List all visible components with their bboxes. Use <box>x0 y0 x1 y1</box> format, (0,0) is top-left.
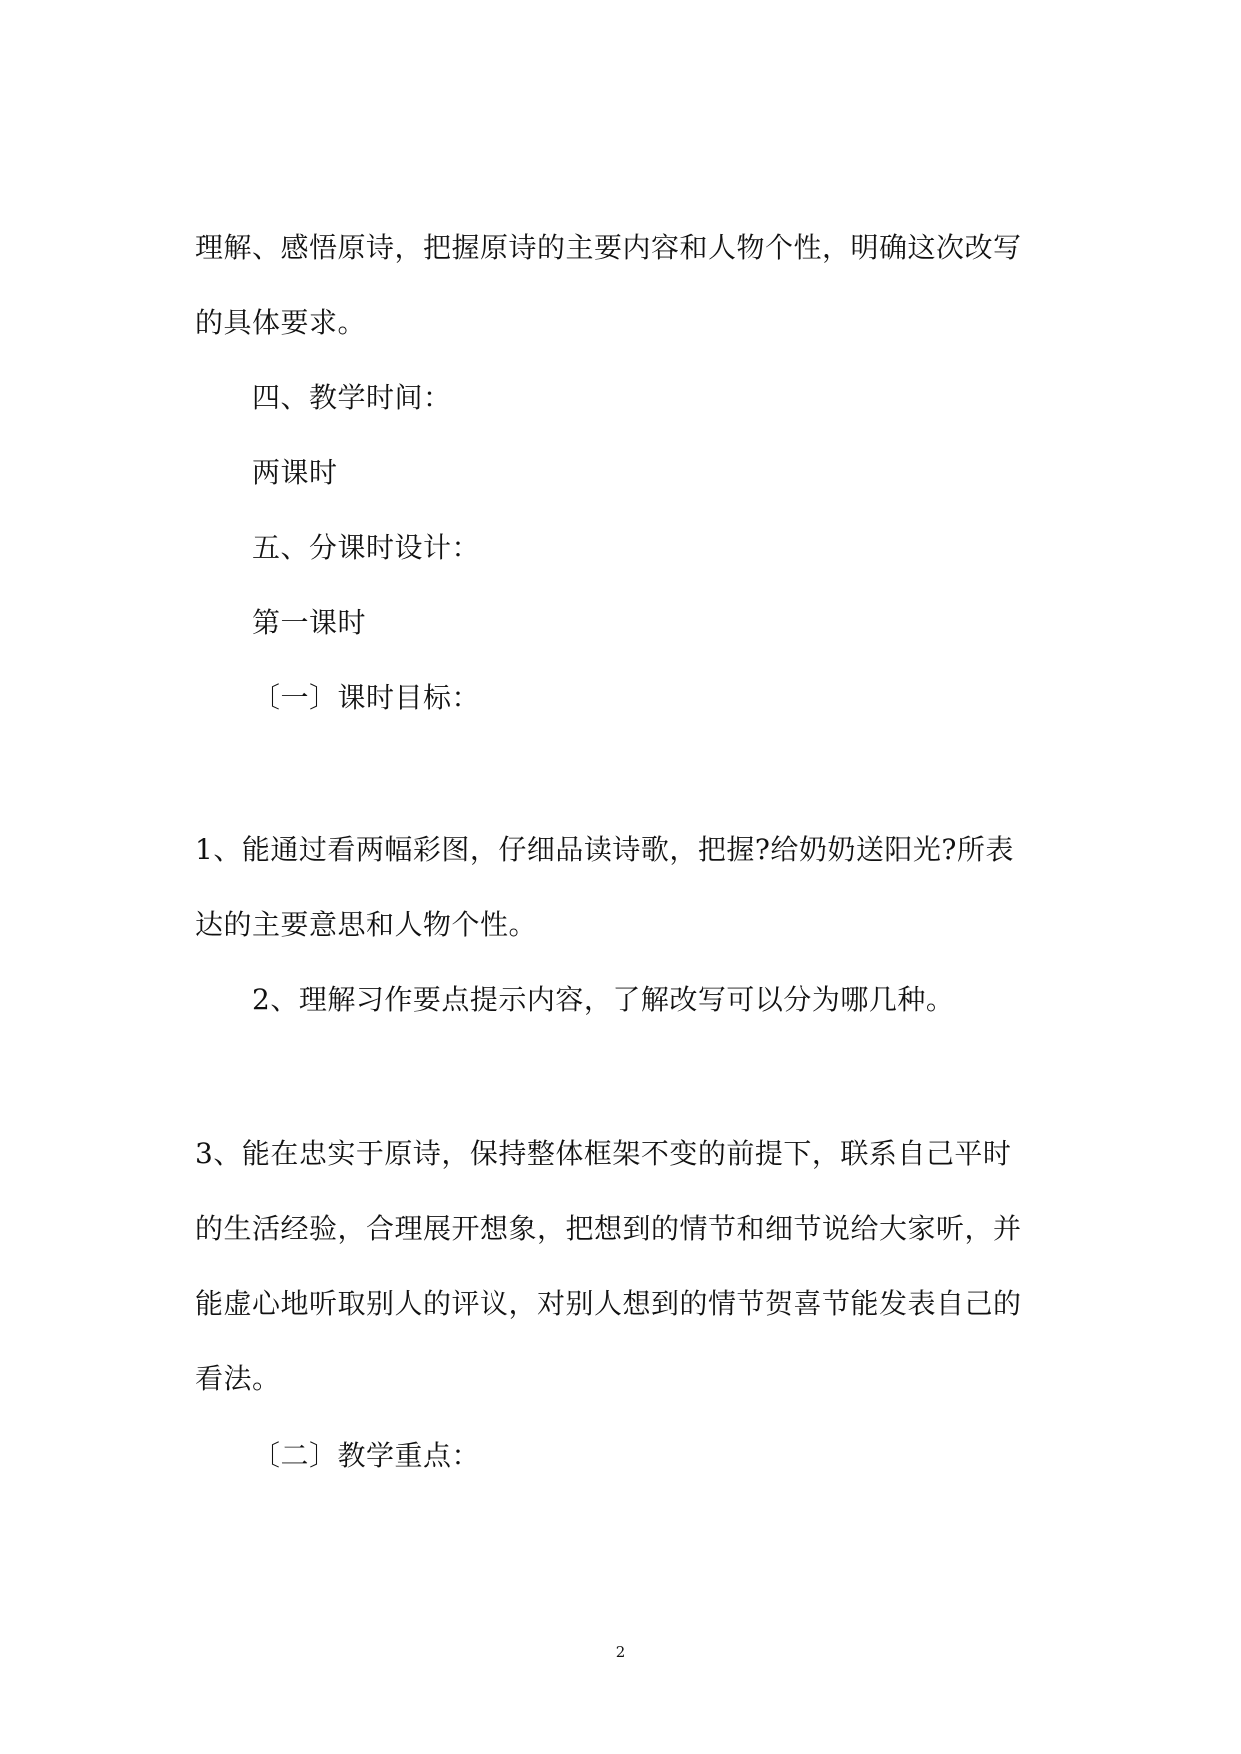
subheading-lesson-goals: 〔一〕课时目标： <box>252 681 481 714</box>
paragraph-line: 能虚心地听取别人的评议，对别人想到的情节贺喜节能发表自己的 <box>195 1287 1022 1320</box>
subheading-teaching-focus: 〔二〕教学重点： <box>252 1439 481 1472</box>
paragraph-line: 理解、感悟原诗，把握原诗的主要内容和人物个性，明确这次改写 <box>195 231 1022 264</box>
list-item-goal-2: 2、理解习作要点提示内容，了解改写可以分为哪几种。 <box>252 983 955 1016</box>
section-heading-lesson-design: 五、分课时设计： <box>252 531 481 564</box>
subheading-first-lesson: 第一课时 <box>252 606 367 639</box>
list-item-goal-3: 3、能在忠实于原诗，保持整体框架不变的前提下，联系自己平时 <box>195 1137 1012 1170</box>
paragraph-line: 达的主要意思和人物个性。 <box>195 908 538 941</box>
section-heading-teaching-time: 四、教学时间： <box>252 381 452 414</box>
list-item-goal-1: 1、能通过看两幅彩图，仔细品读诗歌，把握?给奶奶送阳光?所表 <box>195 833 1014 866</box>
paragraph-line: 的生活经验，合理展开想象，把想到的情节和细节说给大家听，并 <box>195 1212 1022 1245</box>
paragraph-line: 两课时 <box>252 456 338 489</box>
paragraph-line: 看法。 <box>195 1362 281 1395</box>
page-number: 2 <box>615 1643 626 1661</box>
paragraph-line: 的具体要求。 <box>195 306 367 339</box>
